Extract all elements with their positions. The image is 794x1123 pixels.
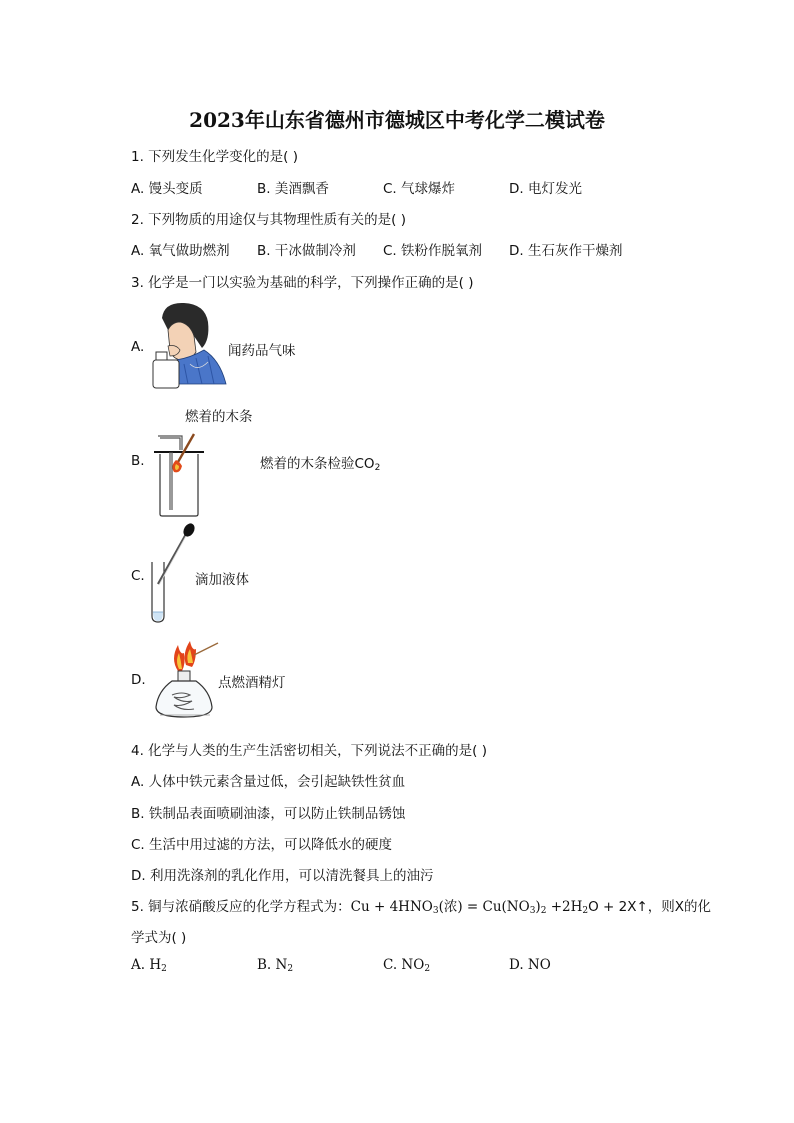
q1-option-d[interactable]: D. 电灯发光 [509,181,582,197]
q5-option-a[interactable]: A. $H_2$ [131,957,167,974]
question-3-stem: 3. 化学是一门以实验为基础的科学，下列操作正确的是( ) [131,275,474,291]
q4-option-a[interactable]: A. 人体中铁元素含量过低，会引起缺铁性贫血 [131,774,406,790]
q3-option-a-letter[interactable]: A. [131,339,145,355]
q2-option-b[interactable]: B. 干冰做制冷剂 [257,243,356,259]
q2-option-d[interactable]: D. 生石灰作干燥剂 [509,243,623,259]
smelling-chemical-illustration [150,300,230,390]
gas-collection-bottle-illustration [150,430,210,518]
question-5-stem-line2: 学式为( ) [131,930,187,946]
q4-option-b[interactable]: B. 铁制品表面喷刷油漆，可以防止铁制品锈蚀 [131,806,406,822]
q4-option-c[interactable]: C. 生活中用过滤的方法，可以降低水的硬度 [131,837,393,853]
q5-option-b[interactable]: B. $N_2$ [257,957,294,974]
q3-option-c-caption: 滴加液体 [195,572,249,588]
q3-option-d-letter[interactable]: D. [131,672,146,688]
q3-option-b-letter[interactable]: B. [131,453,145,469]
question-4-stem: 4. 化学与人类的生产生活密切相关，下列说法不正确的是( ) [131,743,487,759]
q3-option-b-caption: 燃着的木条检验$CO_2$ [260,456,381,473]
q1-option-c[interactable]: C. 气球爆炸 [383,181,456,197]
q5-option-d[interactable]: D. NO [509,957,551,973]
question-2-stem: 2. 下列物质的用途仅与其物理性质有关的是( ) [131,212,406,228]
dropper-test-tube-illustration [148,522,198,624]
question-1-stem: 1. 下列发生化学变化的是( ) [131,149,298,165]
page-title: 2023年山东省德州市德城区中考化学二模试卷 [189,108,605,132]
q1-option-a[interactable]: A. 馒头变质 [131,181,203,197]
q3-option-b-top-label: 燃着的木条 [185,409,253,425]
alcohol-lamp-illustration [150,633,220,721]
q3-option-a-caption: 闻药品气味 [228,343,296,359]
q4-option-d[interactable]: D. 利用洗涤剂的乳化作用，可以清洗餐具上的油污 [131,868,434,884]
q3-option-d-caption: 点燃酒精灯 [218,675,286,691]
q2-option-a[interactable]: A. 氧气做助燃剂 [131,243,230,259]
q3-option-c-letter[interactable]: C. [131,568,145,584]
q2-option-c[interactable]: C. 铁粉作脱氧剂 [383,243,483,259]
q5-option-c[interactable]: C. $NO_2$ [383,957,431,974]
q1-option-b[interactable]: B. 美酒飘香 [257,181,329,197]
question-5-stem: 5. 铜与浓硝酸反应的化学方程式为：$Cu + 4HNO_3$(浓) = $Cu(NO_3)_2 +2H_2O$ + 2X↑，则X的化 [131,899,712,916]
